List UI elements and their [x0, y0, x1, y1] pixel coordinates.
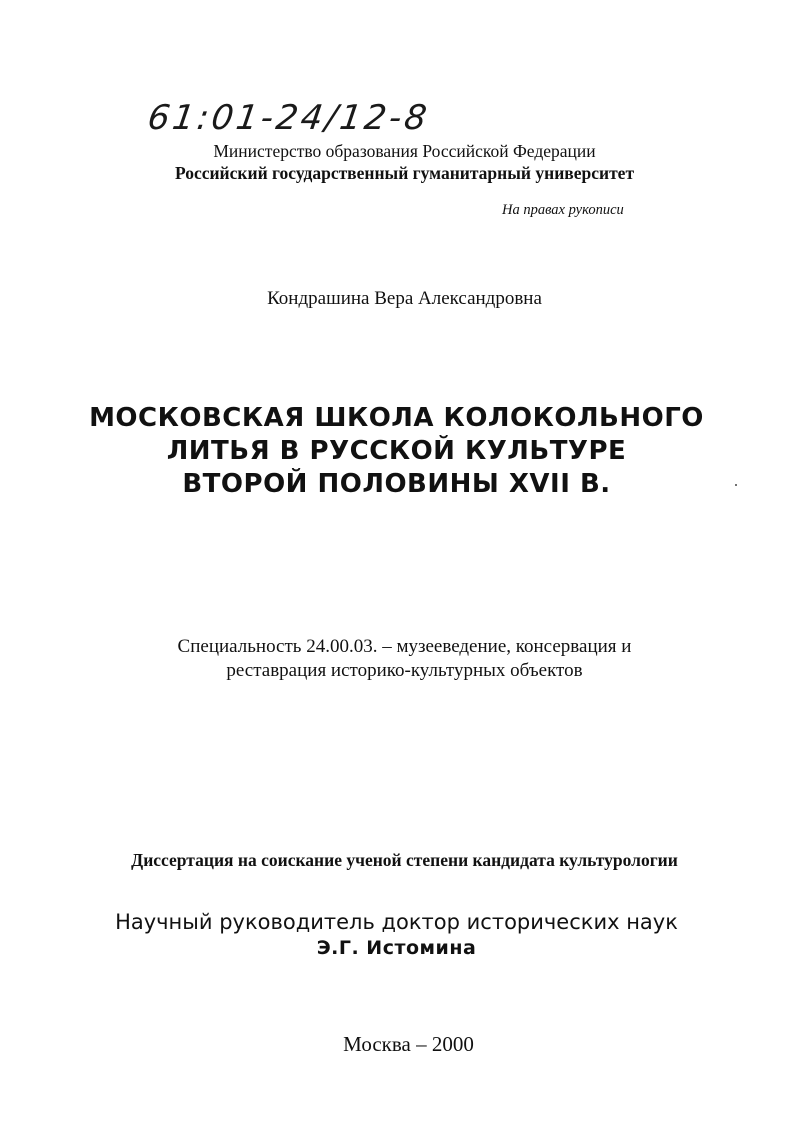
supervisor-name: Э.Г. Истомина	[316, 937, 477, 959]
title-line-3: ВТОРОЙ ПОЛОВИНЫ XVII В.	[182, 469, 611, 499]
scan-speck	[735, 484, 737, 486]
specialty-line-2: реставрация историко-культурных объектов	[226, 660, 583, 681]
rights-note: На правах рукописи	[502, 202, 624, 218]
supervisor-label: Научный руководитель доктор исторических наук	[115, 910, 678, 934]
university-line: Российский государственный гуманитарный университет	[174, 163, 635, 183]
title-line-2: ЛИТЬЯ В РУССКОЙ КУЛЬТУРЕ	[166, 436, 627, 466]
handwritten-archive-code: 61:01-24/12-8	[145, 98, 432, 138]
dissertation-degree-line: Диссертация на соискание ученой степени кандидата культурологии	[131, 850, 678, 870]
ministry-line: Министерство образования Российской Федерации	[213, 141, 596, 161]
author-name: Кондрашина Вера Александровна	[267, 288, 542, 309]
specialty-line-1: Специальность 24.00.03. – музееведение, консервация и	[177, 636, 632, 657]
city-year: Москва – 2000	[343, 1032, 474, 1056]
title-line-1: МОСКОВСКАЯ ШКОЛА КОЛОКОЛЬНОГО	[89, 403, 704, 433]
